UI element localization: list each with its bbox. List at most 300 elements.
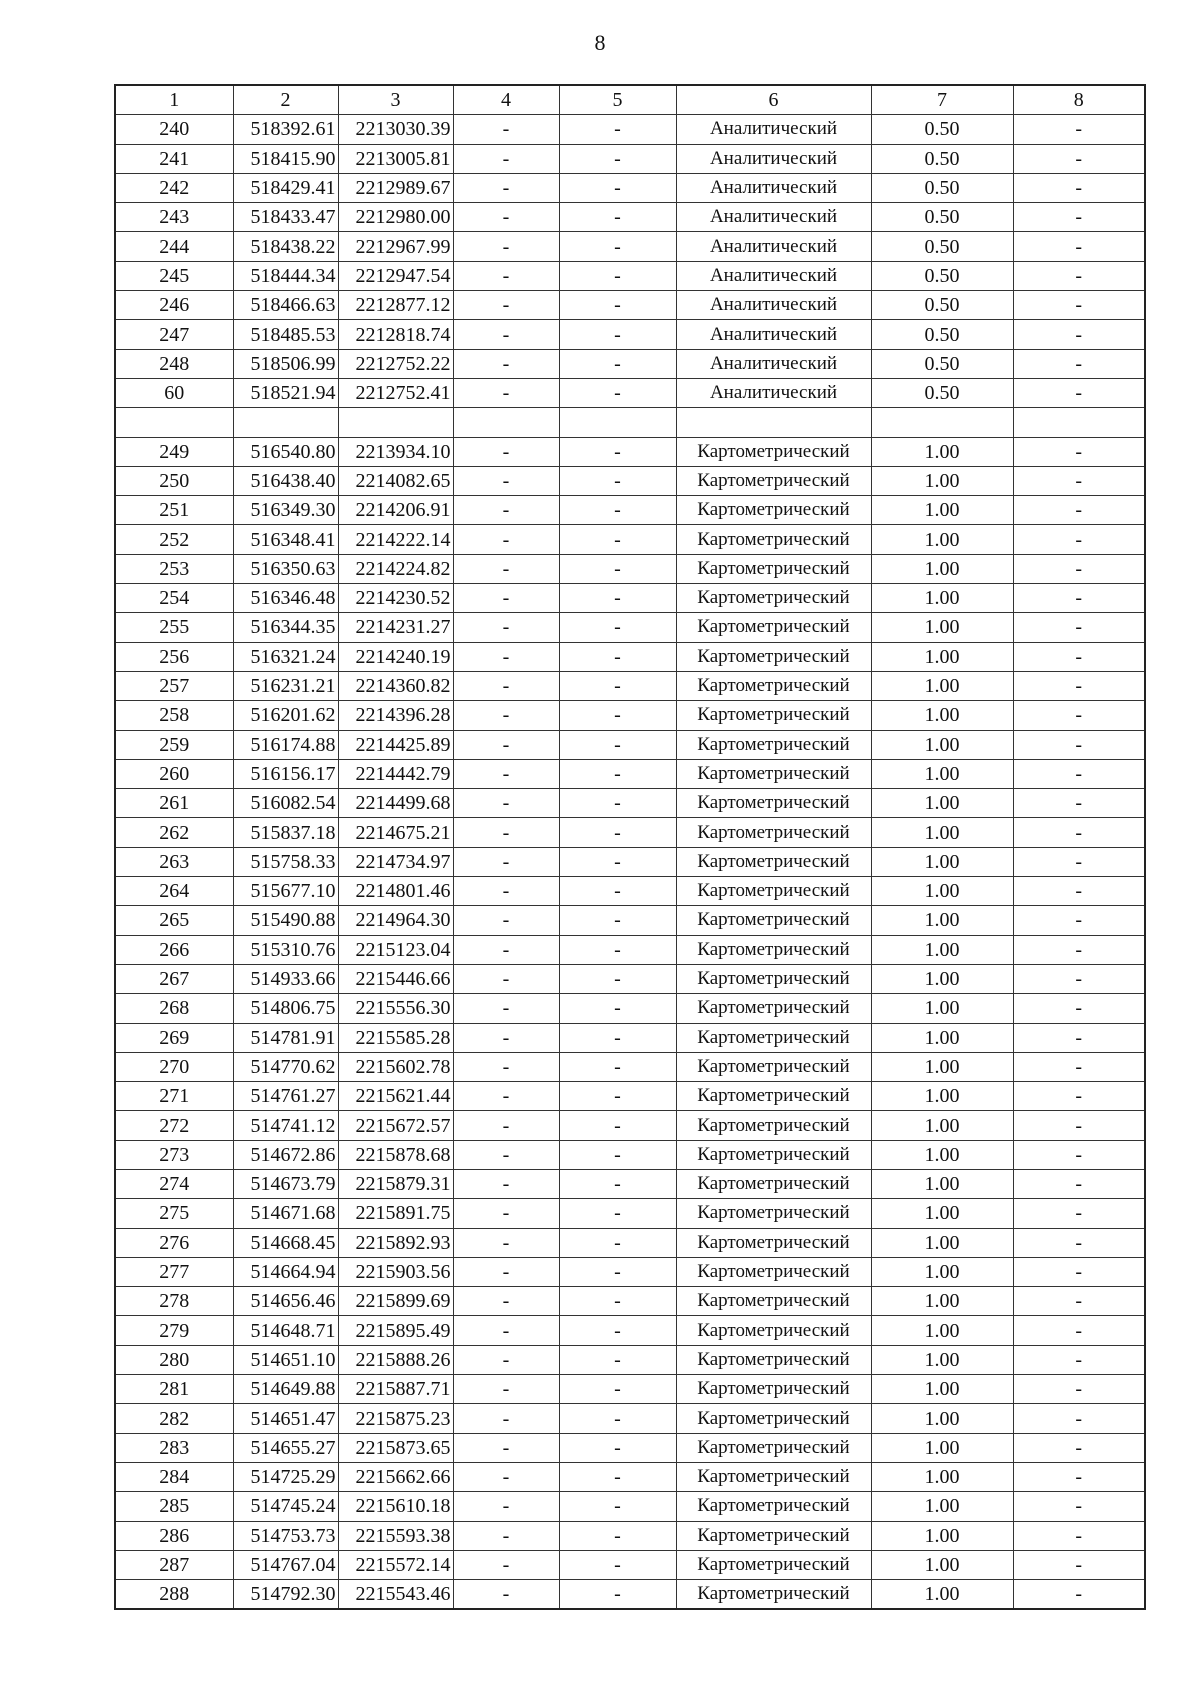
column-4-cell: - [453,789,559,818]
accuracy-cell: 1.00 [871,1521,1013,1550]
point-number-cell: 256 [115,642,233,671]
column-8-cell: - [1013,1228,1145,1257]
method-cell: Картометрический [676,1169,871,1198]
accuracy-cell: 1.00 [871,1404,1013,1433]
table-row [115,1375,1145,1404]
x-coordinate-cell: 518444.34 [233,261,338,290]
x-coordinate-cell: 516348.41 [233,525,338,554]
x-coordinate-cell: 515837.18 [233,818,338,847]
point-number-cell: 262 [115,818,233,847]
accuracy-cell: 1.00 [871,1052,1013,1081]
column-8-cell: - [1013,1023,1145,1052]
column-8-cell: - [1013,1375,1145,1404]
point-number-cell: 283 [115,1433,233,1462]
method-cell: Картометрический [676,759,871,788]
column-4-cell: - [453,1287,559,1316]
column-4-cell: - [453,701,559,730]
x-coordinate-cell: 518521.94 [233,378,338,407]
point-number-cell: 273 [115,1140,233,1169]
column-4-cell: - [453,584,559,613]
column-8-cell: - [1013,232,1145,261]
column-5-cell: - [559,671,676,700]
y-coordinate-cell: 2214231.27 [338,613,453,642]
y-coordinate-cell: 2212818.74 [338,320,453,349]
point-number-cell: 254 [115,584,233,613]
column-5-cell [559,408,676,437]
table-row [115,759,1145,788]
column-8-cell: - [1013,525,1145,554]
column-5-cell: - [559,115,676,144]
y-coordinate-cell: 2215888.26 [338,1345,453,1374]
column-8-cell: - [1013,1345,1145,1374]
column-5-cell: - [559,1082,676,1111]
accuracy-cell: 1.00 [871,1287,1013,1316]
column-8-cell: - [1013,1287,1145,1316]
column-4-cell: - [453,437,559,466]
table-row [115,1433,1145,1462]
table-row [115,935,1145,964]
y-coordinate-cell: 2215585.28 [338,1023,453,1052]
table-row [115,408,1145,437]
method-cell: Картометрический [676,437,871,466]
column-5-cell: - [559,1345,676,1374]
column-4-cell: - [453,1052,559,1081]
point-number-cell: 247 [115,320,233,349]
column-5-cell: - [559,203,676,232]
method-cell [676,408,871,437]
column-8-cell: - [1013,173,1145,202]
accuracy-cell: 1.00 [871,1199,1013,1228]
method-cell: Картометрический [676,789,871,818]
column-8-cell: - [1013,261,1145,290]
column-5-cell: - [559,730,676,759]
y-coordinate-cell [338,408,453,437]
table-row [115,584,1145,613]
x-coordinate-cell: 516540.80 [233,437,338,466]
table-row [115,701,1145,730]
column-8-cell: - [1013,437,1145,466]
method-cell: Картометрический [676,1550,871,1579]
y-coordinate-cell: 2215892.93 [338,1228,453,1257]
method-cell: Аналитический [676,291,871,320]
column-4-cell: - [453,1404,559,1433]
accuracy-cell: 0.50 [871,173,1013,202]
point-number-cell: 244 [115,232,233,261]
table-row [115,173,1145,202]
accuracy-cell: 1.00 [871,847,1013,876]
column-8-cell: - [1013,1111,1145,1140]
point-number-cell: 269 [115,1023,233,1052]
x-coordinate-cell: 515677.10 [233,877,338,906]
point-number-cell: 241 [115,144,233,173]
column-5-cell: - [559,1111,676,1140]
column-5-cell: - [559,1199,676,1228]
table-row [115,671,1145,700]
column-header: 4 [453,85,559,115]
method-cell: Картометрический [676,818,871,847]
method-cell: Аналитический [676,173,871,202]
method-cell: Аналитический [676,261,871,290]
accuracy-cell: 0.50 [871,203,1013,232]
x-coordinate-cell: 516201.62 [233,701,338,730]
point-number-cell: 281 [115,1375,233,1404]
column-5-cell: - [559,525,676,554]
x-coordinate-cell: 518433.47 [233,203,338,232]
column-8-cell: - [1013,291,1145,320]
column-4-cell: - [453,964,559,993]
y-coordinate-cell: 2215899.69 [338,1287,453,1316]
y-coordinate-cell: 2214206.91 [338,496,453,525]
column-5-cell: - [559,232,676,261]
table-row [115,1023,1145,1052]
method-cell: Картометрический [676,1316,871,1345]
x-coordinate-cell: 514792.30 [233,1580,338,1610]
column-8-cell: - [1013,613,1145,642]
column-5-cell: - [559,642,676,671]
accuracy-cell: 1.00 [871,1169,1013,1198]
column-5-cell: - [559,1550,676,1579]
x-coordinate-cell: 514753.73 [233,1521,338,1550]
y-coordinate-cell: 2212980.00 [338,203,453,232]
point-number-cell: 266 [115,935,233,964]
accuracy-cell: 1.00 [871,1550,1013,1579]
column-4-cell: - [453,935,559,964]
y-coordinate-cell: 2214675.21 [338,818,453,847]
method-cell: Картометрический [676,1199,871,1228]
y-coordinate-cell: 2215879.31 [338,1169,453,1198]
point-number-cell: 282 [115,1404,233,1433]
method-cell: Картометрический [676,1375,871,1404]
accuracy-cell: 1.00 [871,525,1013,554]
accuracy-cell: 0.50 [871,232,1013,261]
column-5-cell: - [559,877,676,906]
accuracy-cell: 0.50 [871,291,1013,320]
table-row [115,642,1145,671]
point-number-cell: 276 [115,1228,233,1257]
column-4-cell: - [453,906,559,935]
column-8-cell: - [1013,584,1145,613]
coordinates-table [114,84,1146,1610]
column-5-cell: - [559,906,676,935]
x-coordinate-cell: 514806.75 [233,994,338,1023]
method-cell: Картометрический [676,906,871,935]
method-cell: Картометрический [676,1052,871,1081]
method-cell: Картометрический [676,701,871,730]
accuracy-cell: 1.00 [871,1082,1013,1111]
accuracy-cell: 1.00 [871,1228,1013,1257]
point-number-cell: 268 [115,994,233,1023]
column-8-cell: - [1013,759,1145,788]
y-coordinate-cell: 2212967.99 [338,232,453,261]
column-5-cell: - [559,144,676,173]
y-coordinate-cell: 2214734.97 [338,847,453,876]
table-row [115,730,1145,759]
point-number-cell: 267 [115,964,233,993]
point-number-cell: 264 [115,877,233,906]
method-cell: Картометрический [676,1228,871,1257]
y-coordinate-cell: 2214230.52 [338,584,453,613]
x-coordinate-cell: 516231.21 [233,671,338,700]
column-8-cell: - [1013,847,1145,876]
y-coordinate-cell: 2214360.82 [338,671,453,700]
method-cell: Картометрический [676,584,871,613]
method-cell: Картометрический [676,730,871,759]
y-coordinate-cell: 2215593.38 [338,1521,453,1550]
column-5-cell: - [559,1462,676,1491]
accuracy-cell: 0.50 [871,320,1013,349]
accuracy-cell [871,408,1013,437]
x-coordinate-cell: 514651.47 [233,1404,338,1433]
y-coordinate-cell: 2215887.71 [338,1375,453,1404]
method-cell: Картометрический [676,1492,871,1521]
column-8-cell: - [1013,906,1145,935]
column-4-cell: - [453,203,559,232]
column-5-cell: - [559,261,676,290]
column-8-cell: - [1013,1316,1145,1345]
column-8-cell: - [1013,1199,1145,1228]
column-8-cell: - [1013,818,1145,847]
column-5-cell: - [559,496,676,525]
y-coordinate-cell: 2215602.78 [338,1052,453,1081]
method-cell: Картометрический [676,613,871,642]
accuracy-cell: 1.00 [871,877,1013,906]
column-4-cell: - [453,232,559,261]
column-4-cell: - [453,115,559,144]
table-row [115,906,1145,935]
column-4-cell: - [453,994,559,1023]
column-8-cell: - [1013,730,1145,759]
method-cell: Картометрический [676,994,871,1023]
column-4-cell: - [453,818,559,847]
point-number-cell: 288 [115,1580,233,1610]
y-coordinate-cell: 2212752.41 [338,378,453,407]
column-8-cell: - [1013,378,1145,407]
column-header: 3 [338,85,453,115]
column-5-cell: - [559,935,676,964]
column-8-cell: - [1013,642,1145,671]
column-8-cell: - [1013,1257,1145,1286]
column-5-cell: - [559,173,676,202]
accuracy-cell: 1.00 [871,935,1013,964]
column-4-cell: - [453,261,559,290]
table-body [115,115,1145,1610]
y-coordinate-cell: 2212752.22 [338,349,453,378]
table-row [115,1345,1145,1374]
x-coordinate-cell: 514651.10 [233,1345,338,1374]
point-number-cell: 255 [115,613,233,642]
point-number-cell: 246 [115,291,233,320]
table-row [115,378,1145,407]
x-coordinate-cell: 515490.88 [233,906,338,935]
table-row [115,291,1145,320]
accuracy-cell: 0.50 [871,378,1013,407]
table-row [115,877,1145,906]
method-cell: Картометрический [676,525,871,554]
column-4-cell: - [453,1492,559,1521]
x-coordinate-cell: 514767.04 [233,1550,338,1579]
column-header: 5 [559,85,676,115]
y-coordinate-cell: 2214240.19 [338,642,453,671]
accuracy-cell: 1.00 [871,818,1013,847]
column-4-cell: - [453,1521,559,1550]
column-8-cell: - [1013,1169,1145,1198]
point-number-cell: 263 [115,847,233,876]
y-coordinate-cell: 2215610.18 [338,1492,453,1521]
method-cell: Картометрический [676,1140,871,1169]
y-coordinate-cell: 2213934.10 [338,437,453,466]
table-row [115,1228,1145,1257]
column-5-cell: - [559,964,676,993]
column-5-cell: - [559,1169,676,1198]
column-8-cell: - [1013,964,1145,993]
column-8-cell: - [1013,144,1145,173]
y-coordinate-cell: 2214801.46 [338,877,453,906]
accuracy-cell: 1.00 [871,466,1013,495]
accuracy-cell: 1.00 [871,1316,1013,1345]
column-5-cell: - [559,701,676,730]
accuracy-cell: 1.00 [871,1023,1013,1052]
method-cell: Картометрический [676,1580,871,1610]
method-cell: Аналитический [676,232,871,261]
method-cell: Картометрический [676,1287,871,1316]
y-coordinate-cell: 2215895.49 [338,1316,453,1345]
accuracy-cell: 1.00 [871,1433,1013,1462]
x-coordinate-cell: 514781.91 [233,1023,338,1052]
column-4-cell: - [453,1023,559,1052]
y-coordinate-cell: 2215621.44 [338,1082,453,1111]
y-coordinate-cell: 2214224.82 [338,554,453,583]
x-coordinate-cell: 515758.33 [233,847,338,876]
table-row [115,203,1145,232]
table-row [115,964,1145,993]
x-coordinate-cell: 514933.66 [233,964,338,993]
point-number-cell: 243 [115,203,233,232]
method-cell: Картометрический [676,1404,871,1433]
point-number-cell: 270 [115,1052,233,1081]
accuracy-cell: 1.00 [871,1580,1013,1610]
column-5-cell: - [559,1228,676,1257]
column-8-cell: - [1013,1521,1145,1550]
column-8-cell [1013,408,1145,437]
accuracy-cell: 0.50 [871,115,1013,144]
column-5-cell: - [559,378,676,407]
method-cell: Картометрический [676,1023,871,1052]
method-cell: Картометрический [676,1345,871,1374]
accuracy-cell: 1.00 [871,1111,1013,1140]
method-cell: Картометрический [676,642,871,671]
point-number-cell: 272 [115,1111,233,1140]
y-coordinate-cell: 2215878.68 [338,1140,453,1169]
method-cell: Картометрический [676,1111,871,1140]
column-8-cell: - [1013,554,1145,583]
y-coordinate-cell: 2214425.89 [338,730,453,759]
y-coordinate-cell: 2215873.65 [338,1433,453,1462]
method-cell: Картометрический [676,847,871,876]
column-8-cell: - [1013,1082,1145,1111]
table-row [115,437,1145,466]
point-number-cell: 248 [115,349,233,378]
y-coordinate-cell: 2215903.56 [338,1257,453,1286]
point-number-cell: 260 [115,759,233,788]
column-5-cell: - [559,818,676,847]
column-4-cell: - [453,320,559,349]
x-coordinate-cell: 514649.88 [233,1375,338,1404]
y-coordinate-cell: 2215572.14 [338,1550,453,1579]
accuracy-cell: 1.00 [871,1492,1013,1521]
method-cell: Картометрический [676,1462,871,1491]
column-header: 2 [233,85,338,115]
column-4-cell: - [453,1316,559,1345]
column-4-cell: - [453,291,559,320]
table-row [115,466,1145,495]
table-row [115,1111,1145,1140]
column-4-cell: - [453,1345,559,1374]
method-cell: Картометрический [676,1082,871,1111]
accuracy-cell: 1.00 [871,671,1013,700]
table-row [115,1169,1145,1198]
table-row [115,847,1145,876]
method-cell: Картометрический [676,671,871,700]
column-4-cell: - [453,671,559,700]
x-coordinate-cell [233,408,338,437]
accuracy-cell: 1.00 [871,496,1013,525]
accuracy-cell: 1.00 [871,701,1013,730]
point-number-cell: 271 [115,1082,233,1111]
accuracy-cell: 1.00 [871,1257,1013,1286]
y-coordinate-cell: 2214082.65 [338,466,453,495]
column-8-cell: - [1013,496,1145,525]
y-coordinate-cell: 2215446.66 [338,964,453,993]
method-cell: Картометрический [676,877,871,906]
column-4-cell: - [453,759,559,788]
table-row [115,525,1145,554]
column-5-cell: - [559,759,676,788]
column-5-cell: - [559,437,676,466]
column-8-cell: - [1013,320,1145,349]
point-number-cell: 285 [115,1492,233,1521]
column-4-cell: - [453,349,559,378]
accuracy-cell: 1.00 [871,1140,1013,1169]
column-4-cell: - [453,1140,559,1169]
point-number-cell: 258 [115,701,233,730]
table-row [115,1550,1145,1579]
x-coordinate-cell: 516350.63 [233,554,338,583]
accuracy-cell: 0.50 [871,261,1013,290]
table-row [115,1052,1145,1081]
table-row [115,994,1145,1023]
accuracy-cell: 1.00 [871,642,1013,671]
column-4-cell: - [453,1550,559,1579]
x-coordinate-cell: 516349.30 [233,496,338,525]
point-number-cell: 245 [115,261,233,290]
column-header: 7 [871,85,1013,115]
column-4-cell: - [453,173,559,202]
column-5-cell: - [559,1023,676,1052]
point-number-cell: 279 [115,1316,233,1345]
x-coordinate-cell: 515310.76 [233,935,338,964]
column-5-cell: - [559,789,676,818]
x-coordinate-cell: 514672.86 [233,1140,338,1169]
column-5-cell: - [559,349,676,378]
table-row [115,320,1145,349]
accuracy-cell: 0.50 [871,349,1013,378]
column-5-cell: - [559,320,676,349]
x-coordinate-cell: 514725.29 [233,1462,338,1491]
x-coordinate-cell: 516174.88 [233,730,338,759]
column-8-cell: - [1013,1433,1145,1462]
point-number-cell: 274 [115,1169,233,1198]
column-8-cell: - [1013,349,1145,378]
